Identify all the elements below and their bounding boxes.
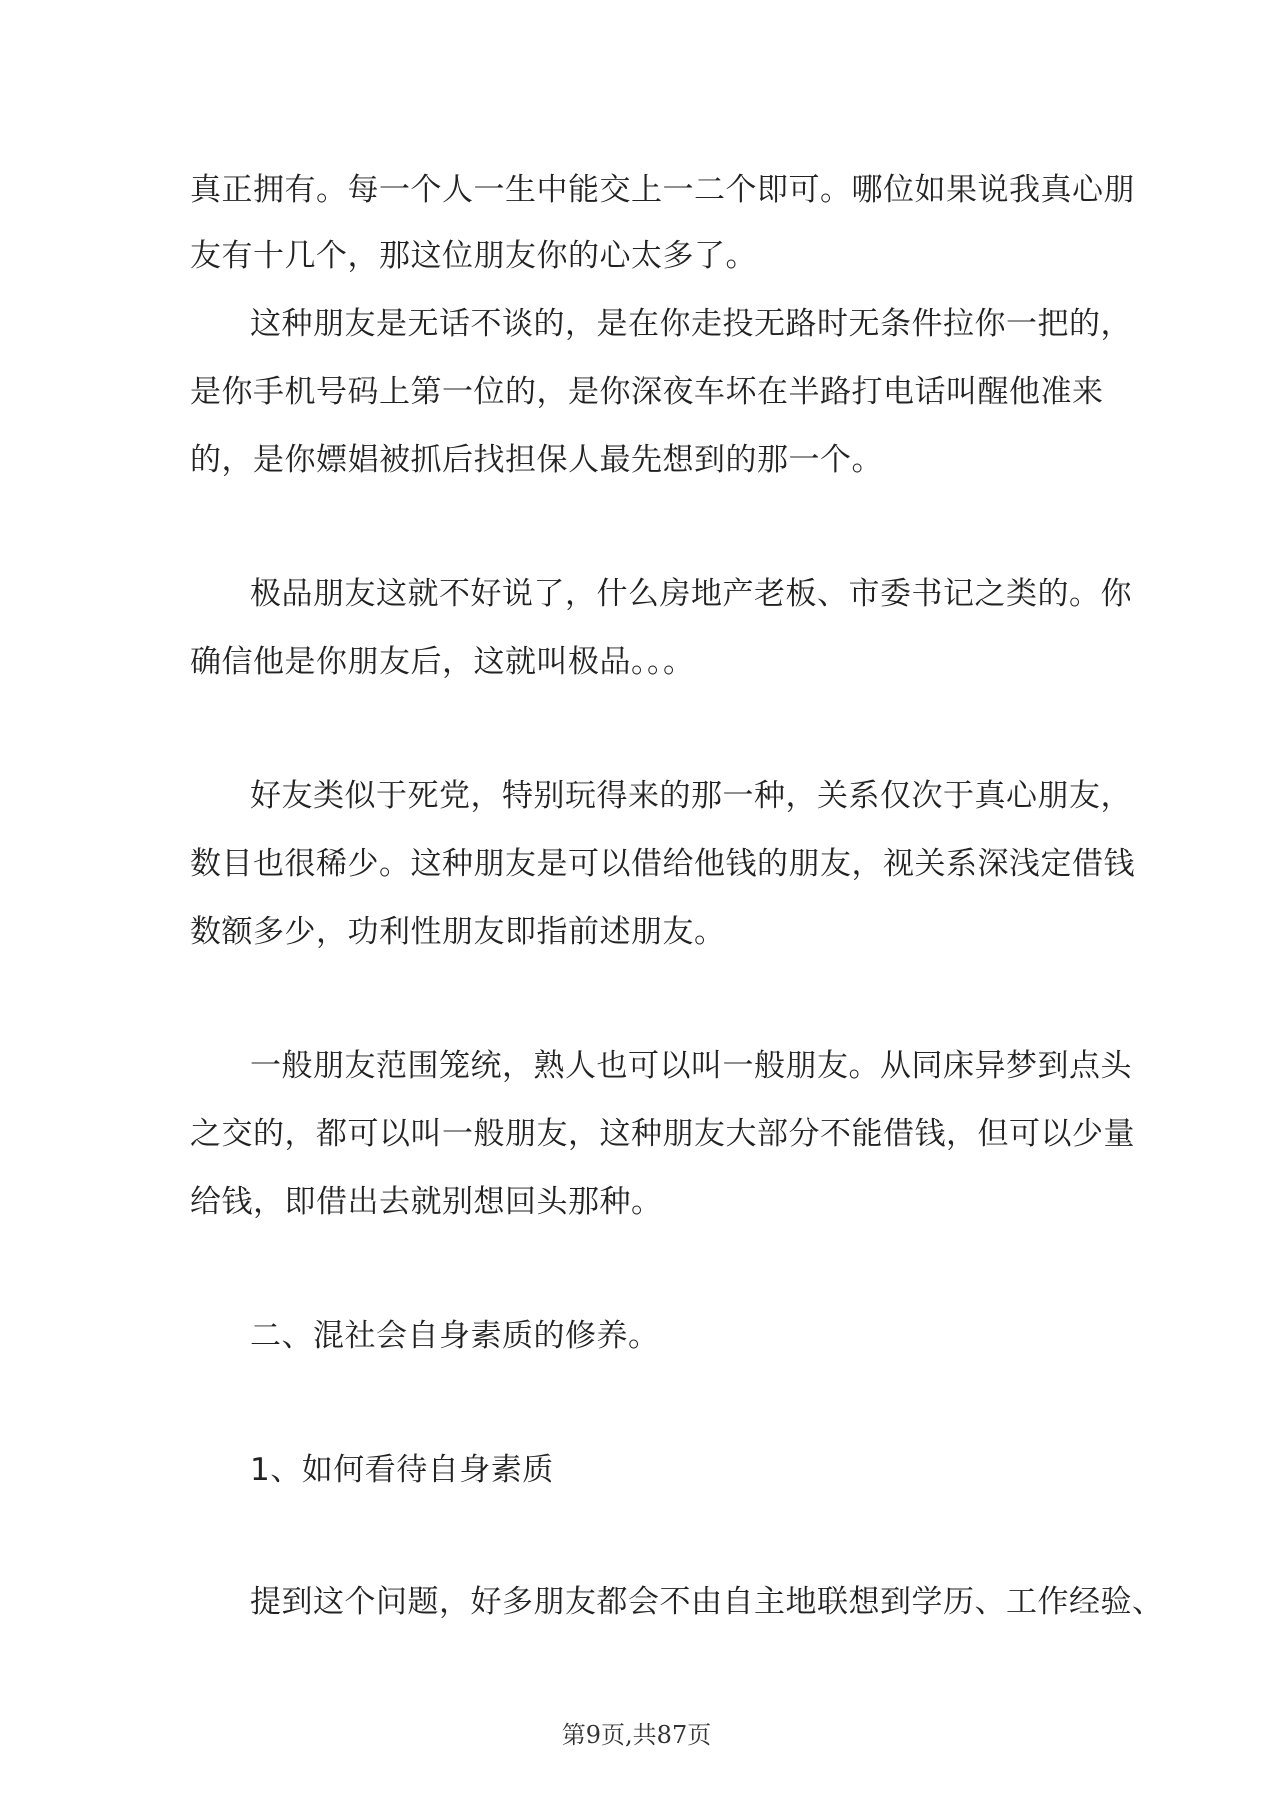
text-line: 的，是你嫖娼被抓后找担保人最先想到的那一个。 bbox=[190, 442, 883, 478]
page-number: 第9页,共87页 bbox=[561, 1721, 712, 1749]
text-line: 之交的，都可以叫一般朋友，这种朋友大部分不能借钱，但可以少量 bbox=[190, 1116, 1135, 1152]
text-line: 一般朋友范围笼统，熟人也可以叫一般朋友。从同床异梦到点头 bbox=[250, 1048, 1132, 1084]
text-line: 数额多少，功利性朋友即指前述朋友。 bbox=[190, 914, 726, 950]
text-line: 给钱，即借出去就别想回头那种。 bbox=[190, 1184, 663, 1220]
text-line: 是你手机号码上第一位的，是你深夜车坏在半路打电话叫醒他准来 bbox=[190, 374, 1104, 410]
text-line: 提到这个问题，好多朋友都会不由自主地联想到学历、工作经验、 bbox=[250, 1584, 1164, 1620]
text-line: 友有十几个，那这位朋友你的心太多了。 bbox=[190, 238, 757, 274]
text-line: 数目也很稀少。这种朋友是可以借给他钱的朋友，视关系深浅定借钱 bbox=[190, 846, 1135, 882]
section-heading: 二、混社会自身素质的修养。 bbox=[250, 1318, 660, 1354]
text-line: 这种朋友是无话不谈的，是在你走投无路时无条件拉你一把的， bbox=[250, 306, 1132, 342]
text-line: 极品朋友这就不好说了，什么房地产老板、市委书记之类的。你 bbox=[250, 576, 1132, 612]
text-line: 好友类似于死党，特别玩得来的那一种，关系仅次于真心朋友， bbox=[250, 778, 1132, 814]
subsection-heading: 1、如何看待自身素质 bbox=[250, 1452, 554, 1488]
text-line: 确信他是你朋友后，这就叫极品。。。 bbox=[190, 644, 695, 680]
text-line: 真正拥有。每一个人一生中能交上一二个即可。哪位如果说我真心朋 bbox=[190, 172, 1135, 208]
